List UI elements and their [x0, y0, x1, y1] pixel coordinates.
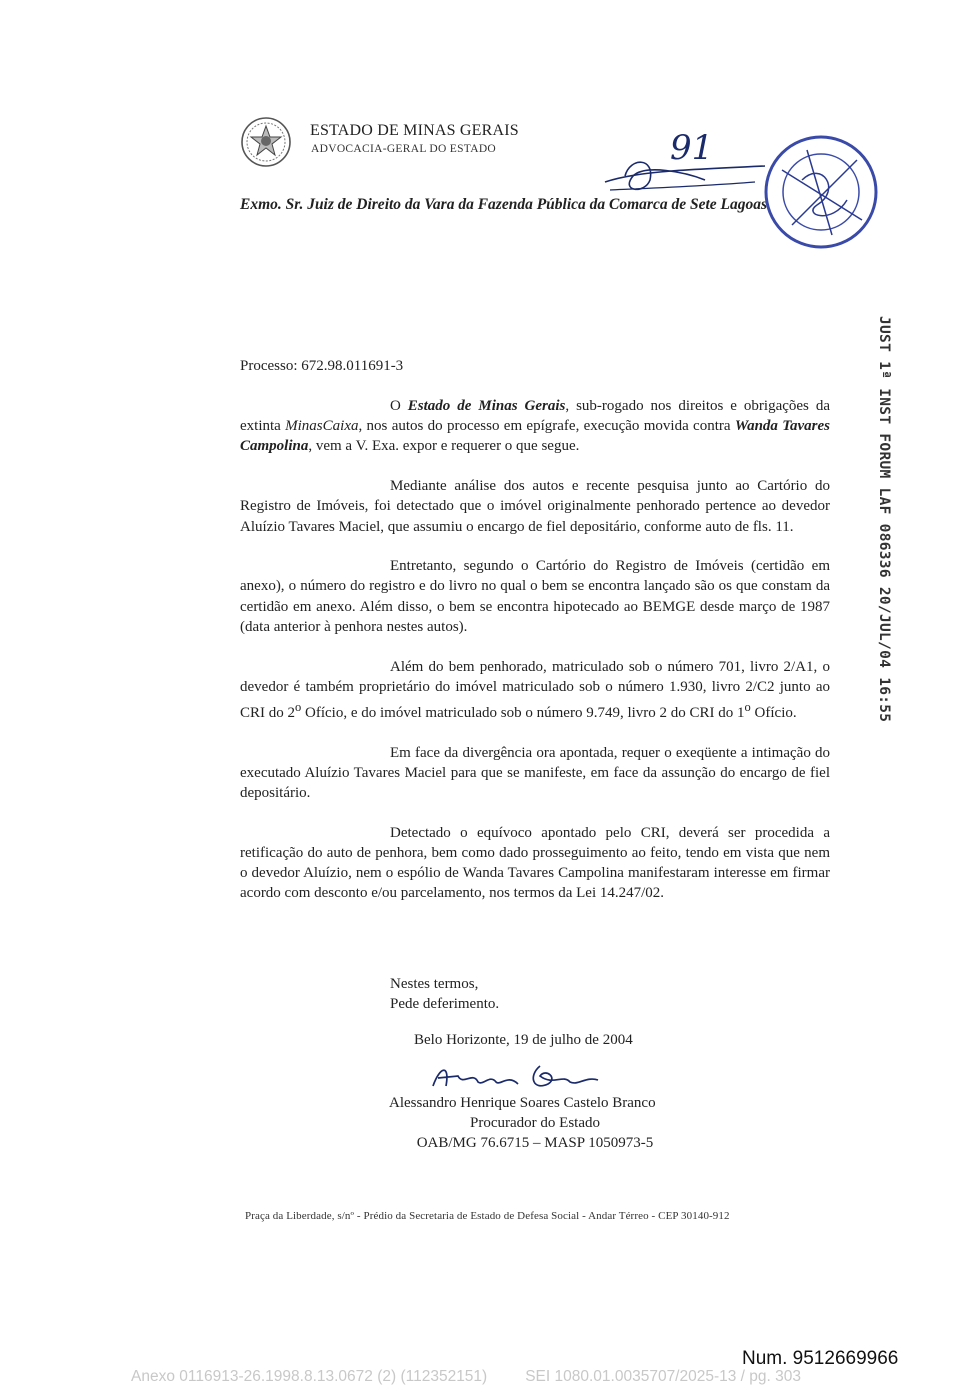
paragraph-5: Em face da divergência ora apontada, requer o exeqüente a intimação do executado Aluízio Tavares Maciel para que se manifeste, em face da assunção do encargo de fiel depositário. [240, 744, 830, 802]
place-date: Belo Horizonte, 19 de julho de 2004 [414, 1032, 633, 1048]
department-stamp-icon [762, 130, 880, 254]
protocol-stamp [876, 316, 898, 723]
paragraph-2: Mediante análise dos autos e recente pesquisa junto ao Cartório do Registro de Imóveis, foi detectado que o imóvel originalmente penhorado pertence ao devedor Aluízio Tavares Maciel, que assumiu o encargo de fiel depositário, conforme auto de fls. 11. [240, 478, 830, 535]
paragraph-3: Entretanto, segundo o Cartório do Registro de Imóveis (certidão em anexo), o número do registro e do livro no qual o bem se encontra lançado são os que constam da certidão em anexo. Além disso, o bem se encontra hipotecado ao BEMGE desde março de 1987 (data anterior à penhora nestes autos). [240, 558, 830, 635]
addressee: Exmo. Sr. Juiz de Direito da Vara da Fazenda Pública da Comarca de Sete Lagoas [240, 196, 768, 213]
document-number: Num. 9512669966 [742, 1348, 899, 1369]
sei-reference: SEI 1080.01.0035707/2025-13 / pg. 303 [525, 1368, 802, 1385]
document-body [240, 396, 830, 923]
handwritten-page-number: 91 [670, 128, 714, 168]
footer-address: Praça da Liberdade, s/nº - Prédio da Secretaria de Estado de Defesa Social - Andar Térreo - CEP 30140-912 [245, 1210, 730, 1222]
signer-block [389, 1093, 681, 1153]
annex-footer [131, 1368, 839, 1386]
signer-ids: OAB/MG 76.6715 – MASP 1050973-5 [416, 1135, 654, 1151]
annex-reference: Anexo 0116913-26.1998.8.13.0672 (2) (112352151) [131, 1368, 488, 1385]
closing-line-2: Pede deferimento. [390, 996, 500, 1012]
paragraph-1: O Estado de Minas Gerais, sub-rogado nos direitos e obrigações da extinta MinasCaixa, nos autos do processo em epígrafe, execução movida contra Wanda Tavares Campolina, vem a V. Exa. expor e requerer o que segue. [240, 398, 831, 455]
paragraph-6: Detectado o equívoco apontado pelo CRI, deverá ser procedida a retificação do auto de penhora, bem como dado prosseguimento ao feito, tendo em vista que nem o devedor Aluízio, nem o espólio de Wanda Tavares Campolina manifestaram interesse em firmar acordo com desconto e/ou parcelamento, nos termos da Lei 14.247/02. [240, 824, 830, 902]
org-name: ESTADO DE MINAS GERAIS [310, 122, 519, 139]
org-subtitle: ADVOCACIA-GERAL DO ESTADO [311, 143, 497, 155]
signature-icon [428, 1056, 608, 1096]
state-coat-of-arms-icon [240, 116, 292, 168]
signer-name: Alessandro Henrique Soares Castelo Branco [389, 1095, 656, 1111]
signer-title: Procurador do Estado [470, 1115, 600, 1131]
protocol-stamp-text: JUST 1ª INST FORUM LAF 086336 20/JUL/04 16:55 [876, 316, 892, 723]
closing [390, 974, 499, 1014]
process-number: Processo: 672.98.011691-3 [240, 358, 404, 374]
closing-line-1: Nestes termos, [390, 976, 479, 992]
paragraph-4: Além do bem penhorado, matriculado sob o número 701, livro 2/A1, o devedor é também proprietário do imóvel matriculado sob o número 1.930, livro 2/C2 junto ao CRI do 2$^o$ Ofício, e do imóvel matriculado sob o número 9.749, livro 2 do CRI do 1$^o$ Ofício. [240, 658, 830, 721]
